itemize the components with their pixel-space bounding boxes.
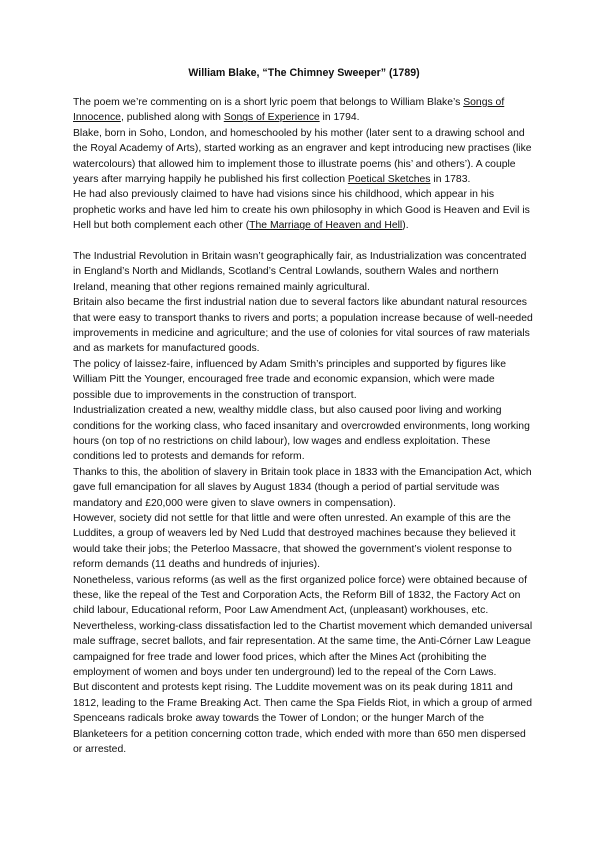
title-songs-of-innocence: Songs of Innocence [73,97,505,124]
title-marriage-heaven-hell: The Marriage of Heaven and Hell [249,220,403,232]
paragraph-text: Blake, born in Soho, London, and homeschooled by his mother (later sent to a drawing school and the Royal Academy of Arts), started working as an engraver and kept introducing new practises (like watercolours) that allowed him to implement those to illustrate poems (his’ and others’). A couple years after marrying happily he published his first collection [73,127,532,186]
paragraph-gap [73,234,535,249]
document-page [73,66,535,757]
paragraph-text: He had also previously claimed to have had visions since his childhood, which appear in his prophetic works and have led him to create his own philosophy in which Good is Heaven and Evil is Hell but both complement each other ( [73,189,530,232]
paragraph-luddites: However, society did not settle for that little and were often unrested. An example of this are the Luddites, a group of weavers led by Ned Ludd that destroyed machines because they believed it would take their jobs; the Peterloo Massacre, that showed the government’s violent response to reform demands (11 deaths and hundreds of injuries). [73,512,516,571]
paragraph-first-industrial-nation: Britain also became the first industrial nation due to several factors like abundant natural resources that were easy to transport thanks to rivers and ports; a population increase because of well-needed improvements in medicine and agriculture; and the use of colonies for vital sources of raw materials and as markets for manufactured goods. [73,297,533,355]
paragraph-discontent: But discontent and protests kept rising. The Luddite movement was on its peak during 1811 and 1812, leading to the Frame Breaking Act. Then came the Spa Fields Riot, in which a group of armed Spenceans radicals broke away towards the Tower of London; or the hunger March of the Blanketeers for a petition concerning cotton trade, which ended with more than 650 men dispersed or arrested. [73,682,532,756]
document-title: William Blake, “The Chimney Sweeper” (1789) [188,67,420,79]
paragraph-visions [73,187,535,233]
title-songs-of-experience: Songs of Experience [223,112,320,124]
paragraph-intro [73,95,535,126]
paragraph-text: in 1794. [319,112,360,124]
title-poetical-sketches: Poetical Sketches [347,174,431,186]
paragraph-text: , published along with [120,112,224,124]
paragraph-middle-class: Industrialization created a new, wealthy middle class, but also caused poor living and working conditions for the working class, who faced insanitary and overcrowded environments, long working hours (on top of no restrictions on child labour), low wages and endless exploitation. These conditions led to protests and demands for reform. [73,405,530,463]
paragraph-laissez-faire: The policy of laissez-faire, influenced by Adam Smith’s principles and supported by figures like William Pitt the Younger, encouraged free trade and economic expansion, which were made possible due to improvements in the construction of transport. [73,358,506,401]
paragraph-industrial-revolution: The Industrial Revolution in Britain wasn’t geographically fair, as Industrialization was concentrated in England’s North and Midlands, Scotland’s Central Lowlands, southern Wales and northern Ireland, meaning that other regions remained mainly agricultural. [73,251,527,293]
paragraph-reforms: Nonetheless, various reforms (as well as the first organized police force) were obtained because of these, like the repeal of the Test and Corporation Acts, the Reform Bill of 1832, the Factory Act on child labour, Educational reform, Poor Law Amendment Act, (unpleasant) workhouses, etc. [73,574,527,617]
paragraph-biography [73,126,535,188]
paragraph-chartist: Nevertheless, working-class dissatisfaction led to the Chartist movement which demanded universal male suffrage, secret ballots, and fair representation. At the same time, the Anti-Córner Law League campaigned for free trade and lower food prices, which after the Mines Act (prohibiting the employment of women and boys under ten underground) led to the repeal of the Corn Laws. [73,620,533,679]
paragraph-text: The poem we’re commenting on is a short lyric poem that belongs to William Blake’s [73,97,464,108]
paragraph-text: in 1783. [430,174,471,186]
paragraph-text: ). [402,220,409,232]
paragraph-abolition-slavery: Thanks to this, the abolition of slavery in Britain took place in 1833 with the Emancipation Act, which gave full emancipation for all slaves by August 1834 (though a period of partial servitude was mandatory and £20,000 were given to slave owners in compensation). [73,466,532,509]
